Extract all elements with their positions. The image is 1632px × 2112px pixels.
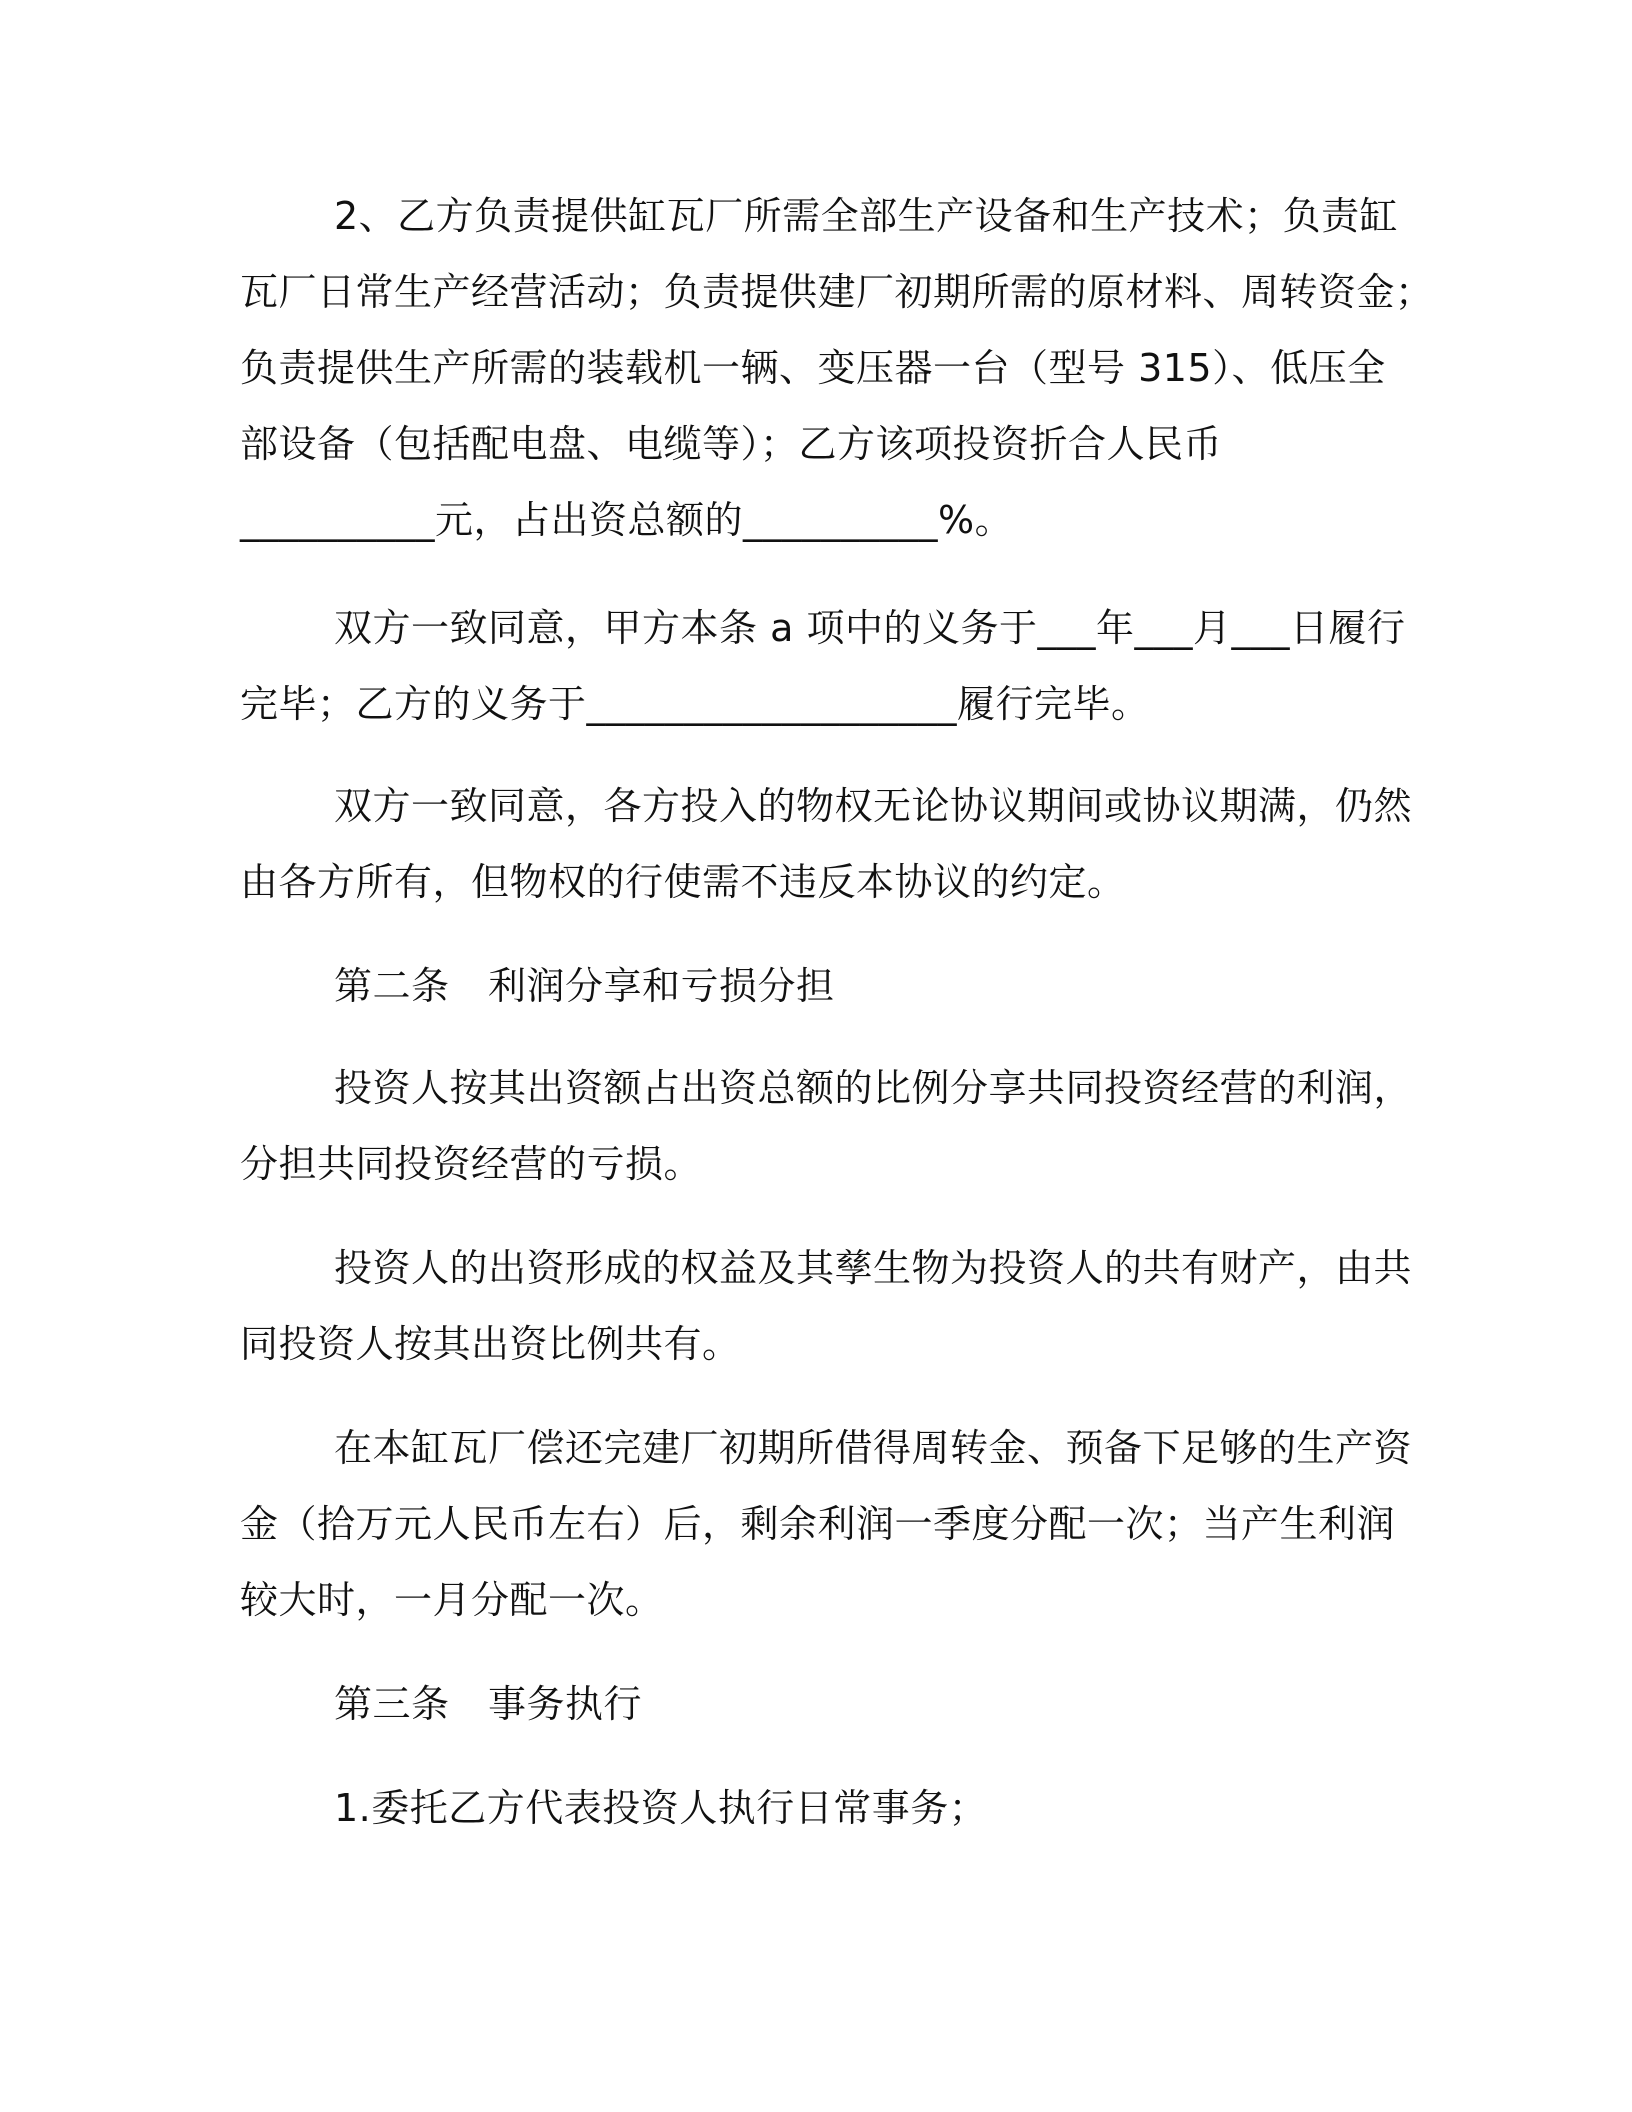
paragraph-5-line-2: 分担共同投资经营的亏损。 xyxy=(240,1142,703,1186)
paragraph-2-line-2: 完毕；乙方的义务于___________________履行完毕。 xyxy=(240,682,1150,726)
article-3-heading: 第三条 事务执行 xyxy=(334,1682,643,1726)
paragraph-1-line-1: 2、乙方负责提供缸瓦厂所需全部生产设备和生产技术；负责缸 xyxy=(334,194,1399,238)
paragraph-6-line-2: 同投资人按其出资比例共有。 xyxy=(240,1322,741,1366)
paragraph-7-line-3: 较大时，一月分配一次。 xyxy=(240,1578,664,1622)
paragraph-1-line-5: __________元，占出资总额的__________%。 xyxy=(240,498,1014,542)
paragraph-6-line-1: 投资人的出资形成的权益及其孳生物为投资人的共有财产，由共 xyxy=(334,1246,1413,1290)
paragraph-7-line-1: 在本缸瓦厂偿还完建厂初期所借得周转金、预备下足够的生产资 xyxy=(334,1426,1413,1470)
paragraph-7-line-2: 金（拾万元人民币左右）后，剩余利润一季度分配一次；当产生利润 xyxy=(240,1502,1396,1546)
article-3-item-1: 1.委托乙方代表投资人执行日常事务； xyxy=(334,1786,988,1830)
paragraph-3-line-1: 双方一致同意，各方投入的物权无论协议期间或协议期满，仍然 xyxy=(334,784,1413,828)
paragraph-1-line-2: 瓦厂日常生产经营活动；负责提供建厂初期所需的原材料、周转资金； xyxy=(240,270,1434,314)
article-2-heading: 第二条 利润分享和亏损分担 xyxy=(334,964,835,1008)
paragraph-2-line-1: 双方一致同意，甲方本条 a 项中的义务于___年___月___日履行 xyxy=(334,606,1406,650)
paragraph-1-line-3: 负责提供生产所需的装载机一辆、变压器一台（型号 315）、低压全 xyxy=(240,346,1386,390)
paragraph-5-line-1: 投资人按其出资额占出资总额的比例分享共同投资经营的利润， xyxy=(334,1066,1413,1110)
paragraph-1-line-4: 部设备（包括配电盘、电缆等）；乙方该项投资折合人民币 xyxy=(240,422,1223,466)
paragraph-3-line-2: 由各方所有，但物权的行使需不违反本协议的约定。 xyxy=(240,860,1126,904)
